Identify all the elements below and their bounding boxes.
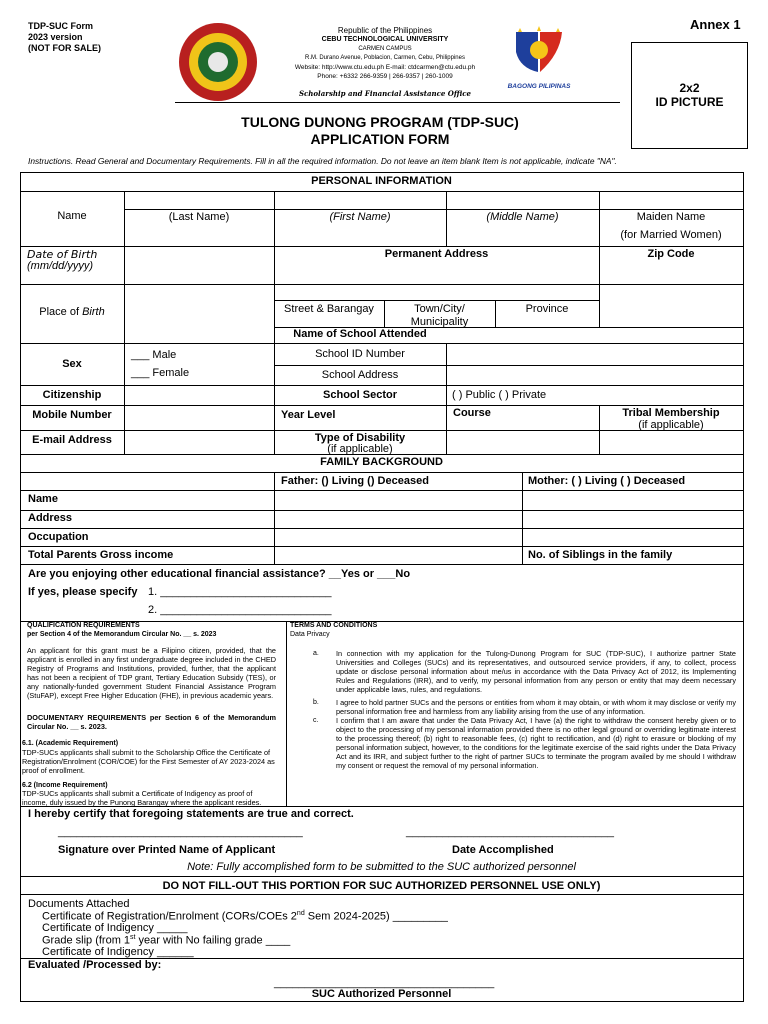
form-subtitle: APPLICATION FORM [310, 131, 450, 147]
middle-name-label: (Middle Name) [486, 211, 559, 223]
personnel-signature-line[interactable]: ____________________________________ [274, 977, 495, 989]
school-attended-label: Name of School Attended [293, 328, 427, 340]
university-phone: Phone: +6332 266-9359 | 266-9357 | 260-1009 [317, 73, 453, 80]
province-label: Province [525, 303, 569, 315]
term-c: I confirm that I am aware that under the Data Privacy Act, I have (a) the right to withdraw the consent hereby given or to object to the processing of my personal information provided there is no other legal ground or overriding legitimate interest to the processing thereof; (b) right to reasonable fees, (c) right to rectification, and (d) right to erasure or blocking of my personal information subject, however, to the conditions for the legitimate exercise of the said rights under the Data Privacy Act and its IRR, and subject further to the right of partner SUCs to terminate the program availed by me should I withdraw my consent or request the removal of my personal information. [336, 716, 736, 770]
not-for-sale: (NOT FOR SALE) [28, 43, 101, 53]
doc-indigency-item[interactable]: Certificate of Indigency _____ [42, 922, 188, 934]
office-use-heading: DO NOT FILL-OUT THIS PORTION FOR SUC AUTHORIZED PERSONNEL USE ONLY) [162, 880, 601, 892]
sex-label: Sex [62, 358, 82, 370]
zip-code-input[interactable] [600, 262, 742, 284]
town-label: Town/City/ [414, 303, 465, 315]
date-line[interactable]: __________________________________ [406, 826, 615, 838]
university-address: R.M. Durano Avenue, Poblacion, Carmen, Cebu, Philippines [305, 55, 465, 61]
signature-label: Signature over Printed Name of Applicant [58, 844, 276, 856]
academic-req-body: TDP-SUCs applicants shall submit to the Scholarship Office the Certificate of Registration/Enrolment (COR/COE) for the First Semester of AY 2023-2024 as proof of enrollment. [22, 748, 275, 775]
permanent-address-input[interactable] [275, 285, 599, 300]
term-b: I agree to hold partner SUCs and the persons or entities from whom it may obtain, or with whom it may disclose or verify my personal information free and harmless from any liability arising from the use of any information. [336, 698, 736, 716]
maiden-name-label: Maiden Name [636, 211, 706, 223]
father-status[interactable]: Father: () Living () Deceased [281, 475, 429, 487]
tribal-note: (if applicable) [638, 419, 704, 431]
family-heading: FAMILY BACKGROUND [320, 456, 443, 468]
first-name-input[interactable] [275, 192, 446, 209]
family-income-label: Total Parents Gross income [28, 549, 174, 561]
submission-note: Note: Fully accomplished form to be submitted to the SUC authorized personnel [187, 861, 576, 873]
income-req-heading: 6.2 (Income Requirement) [22, 782, 108, 789]
form-version: 2023 version [28, 32, 83, 42]
town-label-2: Municipality [410, 316, 469, 328]
sex-female-option[interactable]: ___ Female [131, 367, 190, 379]
id-size: 2x2 [679, 81, 700, 95]
dob-format: (mm/dd/yyyy) [27, 260, 93, 272]
school-address-input[interactable] [447, 366, 742, 385]
first-name-label: (First Name) [329, 211, 391, 223]
income-req-body: TDP-SUCs applicants shall submit a Certificate of Indigency as proof of income, duly issued by the Punong Barangay where the applicant resides. [22, 789, 262, 807]
university-seal-logo [179, 23, 257, 101]
office-name: Scholarship and Financial Assistance Office [298, 89, 472, 98]
documentary-heading: DOCUMENTARY REQUIREMENTS per Section 6 of the Memorandum Circular No. __ s. 2023. [27, 713, 276, 731]
form-code: TDP-SUC Form [28, 21, 93, 31]
citizenship-label: Citizenship [42, 389, 102, 401]
disability-label: Type of Disability [314, 432, 406, 444]
sex-male-option[interactable]: ___ Male [131, 349, 177, 361]
pob-input[interactable] [125, 285, 274, 343]
school-sector-options[interactable]: ( ) Public ( ) Private [452, 389, 547, 401]
dob-input[interactable] [125, 247, 274, 284]
term-a: In connection with my application for the Tulong-Dunong Program for SUC (TDP-SUC), I authorize partner State Universities and Colleges (SUCs) and its representatives, and outsourced service providers, if any, to collect, process update or disclose personal information about me/us in accordance with the Data Privacy Act of 2012, its Implementing Rules and Regulations (IRR), and to verify, my personal information from any person or entity that may deem necessary under applicable laws, rules, and regulations. [336, 649, 736, 694]
personal-info-heading: PERSONAL INFORMATION [311, 175, 452, 187]
zip-code-label: Zip Code [647, 248, 695, 260]
school-id-label: School ID Number [315, 348, 405, 360]
evaluated-label: Evaluated /Processed by: [28, 959, 162, 971]
email-label: E-mail Address [32, 434, 112, 446]
annex-label: Annex 1 [690, 17, 741, 32]
school-attended-input[interactable] [447, 328, 742, 343]
course-label: Course [453, 407, 491, 419]
tribal-label: Tribal Membership [622, 407, 720, 419]
family-address-label: Address [28, 512, 73, 524]
qualification-body: An applicant for this grant must be a Filipino citizen, provided, that the applicant is enrolled in any first undergraduate degree included in the CHED Registry of Programs and Institutions, provided, further, that the applicant has not been a recipient of TDP grant, Tertiary Education Subsidy (TES), or any nationally-funded government Student Financial Assistance Program (StuFAP), except Free Higher Education (FHE), in previous academic years. [27, 646, 276, 700]
term-c-label: c. [313, 717, 319, 724]
assistance-item-2[interactable]: 2. ____________________________ [148, 604, 332, 616]
permanent-address-label: Permanent Address [384, 248, 489, 260]
date-label: Date Accomplished [452, 844, 554, 856]
assistance-if-yes: If yes, please specify [28, 586, 138, 598]
certify-statement: I hereby certify that foregoing statements are true and correct. [28, 808, 354, 820]
bagong-pilipinas-text: BAGONG PILIPINAS [507, 83, 571, 90]
bagong-pilipinas-logo [510, 24, 568, 80]
doc-cor-item[interactable]: Certificate of Registration/Enrolment (CORs/COEs 2nd Sem 2024-2025) _________ [42, 910, 448, 923]
academic-req-heading: 6.1. (Academic Requirement) [22, 740, 119, 747]
email-input[interactable] [125, 431, 274, 454]
terms-heading: TERMS AND CONDITIONS [290, 622, 378, 629]
instructions: Instructions. Read General and Documentary Requirements. Fill in all the required information. Do not leave an item blank Item is not applicable, indicate "NA". [28, 156, 617, 166]
citizenship-input[interactable] [125, 386, 274, 405]
family-name-label: Name [28, 493, 58, 505]
mobile-label: Mobile Number [32, 409, 112, 421]
pob-label: Place of Birth [39, 306, 105, 318]
university-website: Website: http://www.ctu.edu.ph E-mail: ctdcarmen@ctu.edu.ph [294, 64, 476, 71]
id-label: ID PICTURE [655, 95, 724, 109]
dob-label: Date of Birth [27, 248, 98, 261]
terms-subheading: Data Privacy [290, 631, 330, 638]
qualification-heading: QUALIFICATION REQUIREMENTS [27, 622, 140, 629]
documents-attached-label: Documents Attached [28, 898, 130, 910]
assistance-item-1[interactable]: 1. ____________________________ [148, 586, 332, 598]
mobile-input[interactable] [125, 406, 274, 430]
doc-indigency-item-2[interactable]: Certificate of Indigency ______ [42, 946, 194, 958]
school-id-input[interactable] [447, 344, 742, 365]
qualification-subheading: per Section 4 of the Memorandum Circular No. __ s. 2023 [27, 631, 217, 638]
republic-text: Republic of the Philippines [337, 26, 433, 35]
street-label: Street & Barangay [284, 303, 374, 315]
name-label: Name [57, 210, 87, 222]
term-b-label: b. [313, 699, 319, 706]
family-occupation-label: Occupation [28, 531, 89, 543]
personnel-label: SUC Authorized Personnel [311, 988, 452, 1000]
term-a-label: a. [313, 650, 319, 657]
mother-status[interactable]: Mother: ( ) Living ( ) Deceased [528, 475, 686, 487]
doc-grade-slip-item[interactable]: Grade slip (from 1st year with No failing grade ____ [42, 934, 291, 947]
year-level-label: Year Level [281, 409, 336, 421]
university-name: CEBU TECHNOLOGICAL UNIVERSITY [321, 36, 449, 43]
form-title: TULONG DUNONG PROGRAM (TDP-SUC) [241, 114, 519, 130]
middle-name-input[interactable] [447, 192, 599, 209]
signature-line[interactable]: ________________________________________ [58, 826, 303, 838]
maiden-name-input[interactable] [600, 192, 742, 209]
school-sector-label: School Sector [323, 389, 397, 401]
disability-note: (if applicable) [327, 443, 393, 455]
header-rule [175, 102, 620, 103]
maiden-name-note: (for Married Women) [620, 229, 722, 241]
assistance-question[interactable]: Are you enjoying other educational financial assistance? __Yes or ___No [28, 568, 411, 580]
last-name-input[interactable] [125, 192, 274, 209]
school-address-label: School Address [321, 369, 399, 381]
siblings-label: No. of Siblings in the family [528, 549, 673, 561]
last-name-label: (Last Name) [168, 211, 230, 223]
campus-name: CARMEN CAMPUS [358, 46, 412, 52]
